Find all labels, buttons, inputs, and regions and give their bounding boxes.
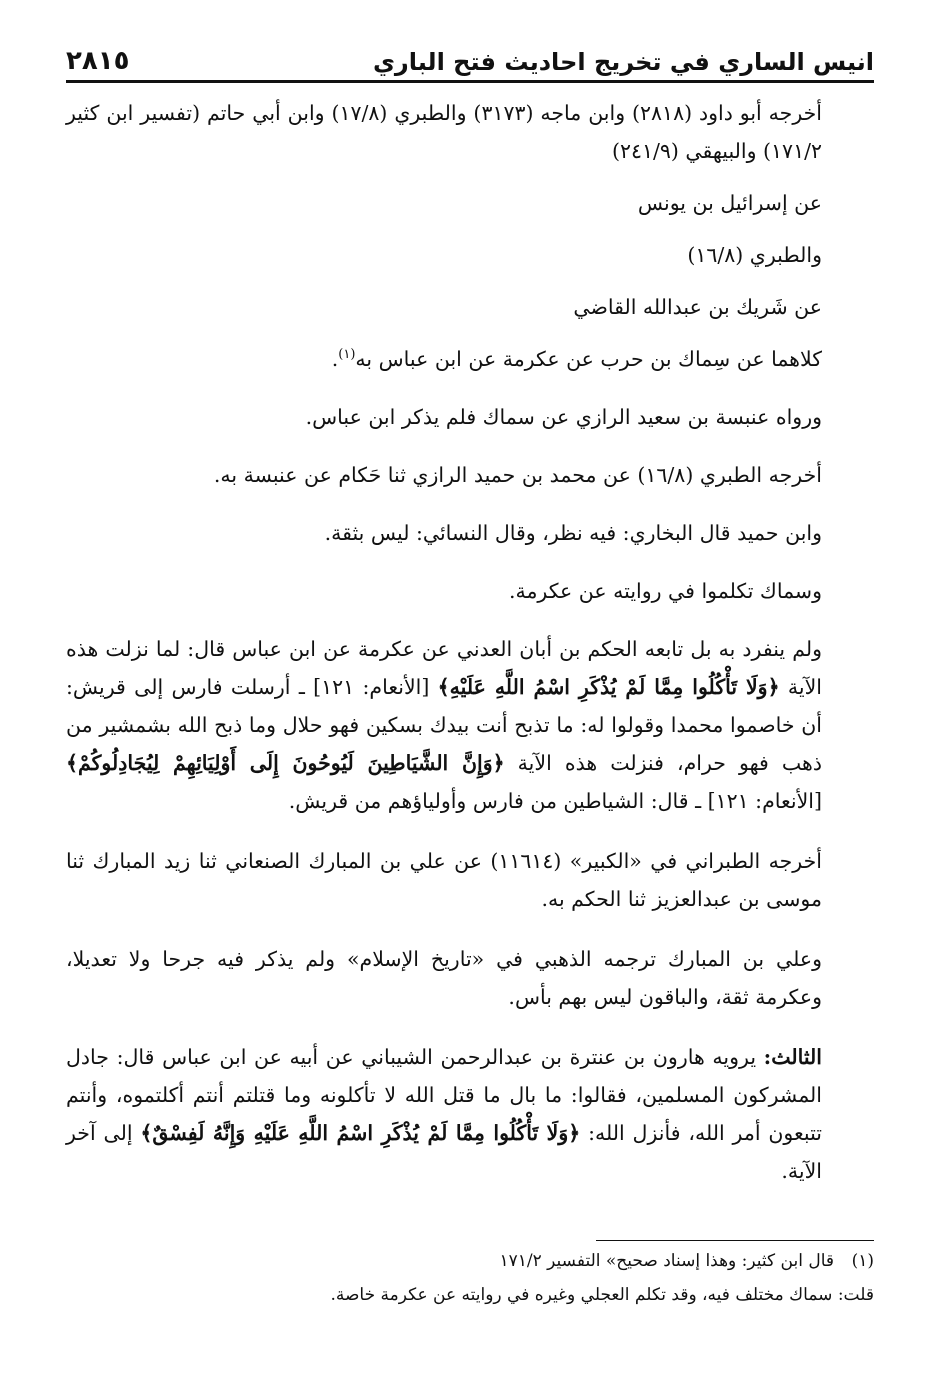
book-title: انيس الساري في تخريج احاديث فتح الباري: [372, 48, 874, 76]
paragraph-third: [66, 1038, 874, 1190]
paragraph-simak-text: كلاهما عن سِماك بن حرب عن عكرمة عن ابن عباس به: [355, 347, 822, 371]
footnotes: [66, 1244, 874, 1312]
paragraph-third-text-a: يرويه هارون بن عنترة بن عبدالرحمن الشيباني عن أبيه عن ابن عباس قال: جادل المشركون المسلمين، فقالوا: ما بال ما قتل الله لا تأكلونه وما قتلتم أنتم أكلتموه، وأنتم تتبعون أمر الله، فأنزل الله:: [66, 1045, 822, 1145]
footnote-1-text: قال ابن كثير: وهذا إسناد صحيح» التفسير ١٧١/٢: [499, 1251, 834, 1271]
paragraph-takhrij-abu-dawud: أخرجه أبو داود (٢٨١٨) وابن ماجه (٣١٧٣) والطبري (١٧/٨) وابن أبي حاتم (تفسير ابن كثير ١٧١/٢) والبيهقي (٢٤١/٩): [66, 101, 823, 163]
paragraph-simak: [66, 340, 874, 378]
section-lead-third: الثالث:: [763, 1045, 822, 1069]
footnote-rule: [596, 1240, 874, 1241]
paragraph-tabari: والطبري (١٦/٨): [687, 243, 822, 267]
page-number: ٢٨١٥: [66, 46, 130, 76]
footnote-number: (١): [851, 1251, 874, 1271]
footnote-1-note: قلت: سماك مختلف فيه، وقد تكلم العجلي وغيره في روايته عن عكرمة خاصة.: [330, 1285, 874, 1305]
paragraph-ali-ibn-mubarak: وعلي بن المبارك ترجمه الذهبي في «تاريخ الإسلام» ولم يذكر فيه جرحا ولا تعديلا، وعكرمة ثقة، والباقون ليس بهم بأس.: [66, 947, 822, 1009]
paragraph-ibn-humaid: وابن حميد قال البخاري: فيه نظر، وقال النسائي: ليس بثقة.: [324, 521, 822, 545]
paragraph-third-text-b: إلى آخر الآية.: [66, 1121, 822, 1183]
paragraph-sharik: عن شَريك بن عبدالله القاضي: [573, 295, 822, 319]
paragraph-simak-end: .: [331, 347, 339, 371]
paragraph-simak-criticism: وسماك تكلموا في روايته عن عكرمة.: [508, 579, 822, 603]
quran-verse-1: ﴿وَلَا تَأْكُلُوا مِمَّا لَمْ يُذْكَرِ اسْمُ اللَّهِ عَلَيْهِ﴾: [437, 675, 780, 699]
header-rule: [66, 80, 874, 83]
main-text: [66, 94, 874, 1190]
paragraph-hakam: [66, 630, 874, 820]
paragraph-hakam-text-b: [الأنعام: ١٢١] ـ أرسلت فارس إلى قريش: أن خاصموا محمدا وقولوا له: ما تذبح أنت بيدك بسكين فهو حلال وما ذبح الله بشمشير من ذهب فهو حرام، فنزلت هذه الآية: [66, 675, 822, 775]
running-header: [66, 30, 874, 76]
footnote-ref-1[interactable]: (١): [338, 347, 356, 363]
quran-verse-3: ﴿وَلَا تَأْكُلُوا مِمَّا لَمْ يُذْكَرِ اسْمُ اللَّهِ عَلَيْهِ وَإِنَّهُ لَفِسْقٌ﴾: [140, 1121, 581, 1145]
quran-verse-2: ﴿وَإِنَّ الشَّيَاطِينَ لَيُوحُونَ إِلَى أَوْلِيَائِهِمْ لِيُجَادِلُوكُمْ﴾: [66, 751, 505, 775]
paragraph-hakam-text-a: ولم ينفرد به بل تابعه الحكم بن أبان العدني عن عكرمة عن ابن عباس قال: لما نزلت هذه الآية: [66, 637, 822, 699]
paragraph-tabari-anbasa: أخرجه الطبري (١٦/٨) عن محمد بن حميد الرازي ثنا حَكام عن عنبسة به.: [213, 463, 822, 487]
paragraph-tabarani: أخرجه الطبراني في «الكبير» (١١٦١٤) عن علي بن المبارك الصنعاني ثنا زيد المبارك ثنا موسى بن عبدالعزيز ثنا الحكم به.: [66, 849, 822, 911]
paragraph-israil: عن إسرائيل بن يونس: [637, 191, 822, 215]
paragraph-hakam-text-c: [الأنعام: ١٢١] ـ قال: الشياطين من فارس وأولياؤهم من قريش.: [288, 789, 822, 813]
footnote-1: [66, 1244, 874, 1278]
paragraph-anbasa: ورواه عنبسة بن سعيد الرازي عن سماك فلم يذكر ابن عباس.: [305, 405, 822, 429]
